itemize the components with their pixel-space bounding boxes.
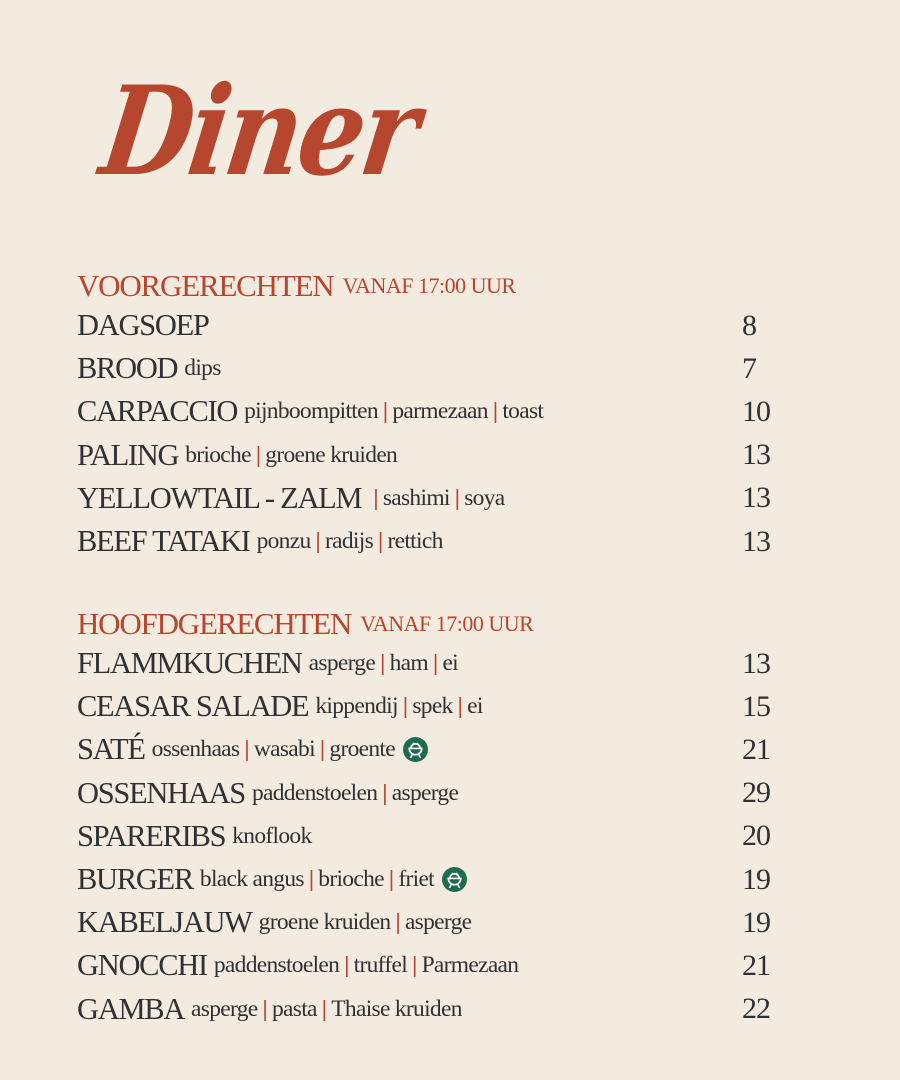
menu-item bbox=[77, 347, 797, 390]
menu-item bbox=[77, 642, 797, 685]
menu-item bbox=[77, 988, 797, 1031]
dish-name: GNOCCHI bbox=[77, 948, 207, 983]
separator: | bbox=[244, 736, 249, 763]
dish-ingredient: sashimi bbox=[382, 484, 450, 511]
dish-description bbox=[368, 485, 504, 512]
dish-description bbox=[152, 736, 428, 763]
dish-price: 13 bbox=[742, 524, 770, 558]
dish-ingredient: spek bbox=[412, 693, 453, 720]
separator: | bbox=[492, 398, 498, 425]
separator: | bbox=[380, 650, 385, 677]
dish-name: OSSENHAAS bbox=[77, 775, 245, 810]
separator: | bbox=[395, 909, 400, 936]
dish-ingredient: dips bbox=[184, 355, 221, 382]
separator: | bbox=[255, 441, 261, 468]
dish-ingredient: brioche bbox=[185, 441, 251, 468]
menu-item bbox=[77, 520, 797, 563]
menu-item bbox=[77, 944, 797, 987]
section-subtitle: VANAF 17:00 UUR bbox=[342, 273, 516, 298]
dish-ingredient: pasta bbox=[271, 995, 317, 1022]
menu-list bbox=[77, 642, 797, 1031]
dish-name: CEASAR SALADE bbox=[77, 689, 309, 724]
dish-ingredient: groene kruiden bbox=[265, 441, 398, 468]
dish-ingredient: Parmezaan bbox=[421, 952, 519, 979]
separator: | bbox=[321, 995, 327, 1022]
dish-ingredient: radijs bbox=[325, 528, 374, 555]
dish-description bbox=[214, 952, 518, 979]
section-voorgerechten bbox=[77, 268, 797, 563]
dish-ingredient: truffel bbox=[353, 952, 408, 979]
menu-item bbox=[77, 434, 797, 477]
dish-description bbox=[185, 442, 397, 469]
dish-price: 7 bbox=[742, 351, 756, 385]
dish-name: SPARERIBS bbox=[77, 818, 226, 853]
dish-description bbox=[315, 693, 482, 720]
dish-ingredient: pijnboompitten bbox=[244, 398, 378, 425]
dish-price: 19 bbox=[742, 862, 770, 896]
dish-ingredient: black angus bbox=[199, 866, 304, 893]
section-heading bbox=[77, 268, 797, 304]
dish-name: CARPACCIO bbox=[77, 394, 238, 429]
dish-ingredient: brioche bbox=[318, 866, 384, 893]
dish-ingredient: toast bbox=[502, 398, 544, 425]
dish-price: 13 bbox=[742, 438, 770, 472]
separator: | bbox=[412, 952, 417, 979]
menu-list bbox=[77, 304, 797, 563]
dish-name: SATÉ bbox=[77, 732, 145, 767]
dish-name: PALING bbox=[77, 437, 179, 472]
dish-description bbox=[252, 780, 458, 807]
dish-price: 13 bbox=[742, 481, 770, 515]
dish-name: BROOD bbox=[77, 351, 178, 386]
dish-name: KABELJAUW bbox=[77, 905, 252, 940]
separator: | bbox=[315, 528, 320, 555]
menu-item bbox=[77, 728, 797, 771]
section-title: VOORGERECHTEN bbox=[77, 268, 334, 303]
menu-item bbox=[77, 901, 797, 944]
dish-name: BURGER bbox=[77, 862, 193, 897]
dish-description bbox=[200, 866, 467, 893]
separator: | bbox=[373, 484, 378, 511]
separator: | bbox=[378, 528, 383, 555]
grill-icon bbox=[403, 737, 428, 762]
dish-ingredient: paddenstoelen bbox=[251, 779, 378, 806]
dish-description bbox=[257, 528, 443, 555]
dish-ingredient: ham bbox=[389, 650, 428, 677]
dish-price: 20 bbox=[742, 819, 770, 853]
dish-ingredient: wasabi bbox=[253, 736, 315, 763]
dish-ingredient: rettich bbox=[387, 528, 443, 555]
dish-price: 13 bbox=[742, 646, 770, 680]
dish-ingredient: ei bbox=[442, 650, 458, 677]
dish-ingredient: ossenhaas bbox=[151, 736, 240, 763]
dish-ingredient: ponzu bbox=[256, 528, 311, 555]
dish-price: 21 bbox=[742, 948, 770, 982]
dish-description bbox=[244, 398, 543, 425]
menu-item bbox=[77, 858, 797, 901]
menu-item bbox=[77, 815, 797, 858]
separator: | bbox=[388, 866, 394, 893]
dish-price: 29 bbox=[742, 776, 770, 810]
dish-ingredient: Thaise kruiden bbox=[331, 995, 462, 1022]
dish-name: BEEF TATAKI bbox=[77, 524, 250, 559]
dish-description bbox=[184, 355, 220, 382]
dish-price: 21 bbox=[742, 732, 770, 766]
dish-ingredient: ei bbox=[467, 693, 483, 720]
separator: | bbox=[402, 693, 408, 720]
separator: | bbox=[432, 650, 438, 677]
dish-description bbox=[309, 650, 458, 677]
separator: | bbox=[454, 484, 460, 511]
dish-price: 15 bbox=[742, 689, 770, 723]
dish-name: DAGSOEP bbox=[77, 308, 209, 343]
dish-price: 19 bbox=[742, 905, 770, 939]
menu-item bbox=[77, 390, 797, 433]
dish-ingredient: paddenstoelen bbox=[213, 952, 340, 979]
dish-name: YELLOWTAIL - ZALM bbox=[77, 480, 362, 515]
dish-description bbox=[191, 996, 462, 1023]
dish-ingredient: knoflook bbox=[232, 822, 312, 849]
menu-item bbox=[77, 772, 797, 815]
dish-ingredient: asperge bbox=[308, 650, 376, 677]
dish-price: 10 bbox=[742, 394, 770, 428]
separator: | bbox=[457, 693, 463, 720]
dish-price: 22 bbox=[742, 992, 770, 1026]
dish-ingredient: groente bbox=[329, 736, 395, 763]
menu-item bbox=[77, 304, 797, 347]
dish-ingredient: asperge bbox=[191, 995, 258, 1022]
dish-description bbox=[259, 909, 472, 936]
menu-item bbox=[77, 685, 797, 728]
dish-ingredient: soya bbox=[464, 484, 505, 511]
grill-icon bbox=[442, 867, 467, 892]
separator: | bbox=[319, 736, 325, 763]
dish-name: FLAMMKUCHEN bbox=[77, 646, 302, 681]
separator: | bbox=[262, 995, 267, 1022]
page-title: Diner bbox=[93, 58, 425, 204]
section-hoofdgerechten bbox=[77, 606, 797, 1031]
dish-ingredient: kippendij bbox=[315, 693, 398, 720]
dish-ingredient: friet bbox=[398, 866, 434, 893]
separator: | bbox=[344, 952, 349, 979]
dish-ingredient: groene kruiden bbox=[258, 909, 391, 936]
separator: | bbox=[308, 866, 314, 893]
dish-description bbox=[232, 823, 311, 850]
menu-item bbox=[77, 477, 797, 520]
dish-ingredient: asperge bbox=[391, 779, 459, 806]
dish-ingredient: asperge bbox=[404, 909, 472, 936]
separator: | bbox=[382, 398, 388, 425]
section-title: HOOFDGERECHTEN bbox=[77, 606, 352, 641]
dish-ingredient: parmezaan bbox=[392, 398, 488, 425]
dish-name: GAMBA bbox=[77, 991, 185, 1026]
section-subtitle: VANAF 17:00 UUR bbox=[360, 611, 534, 636]
section-heading bbox=[77, 606, 797, 642]
separator: | bbox=[382, 779, 387, 806]
dish-price: 8 bbox=[742, 308, 756, 342]
